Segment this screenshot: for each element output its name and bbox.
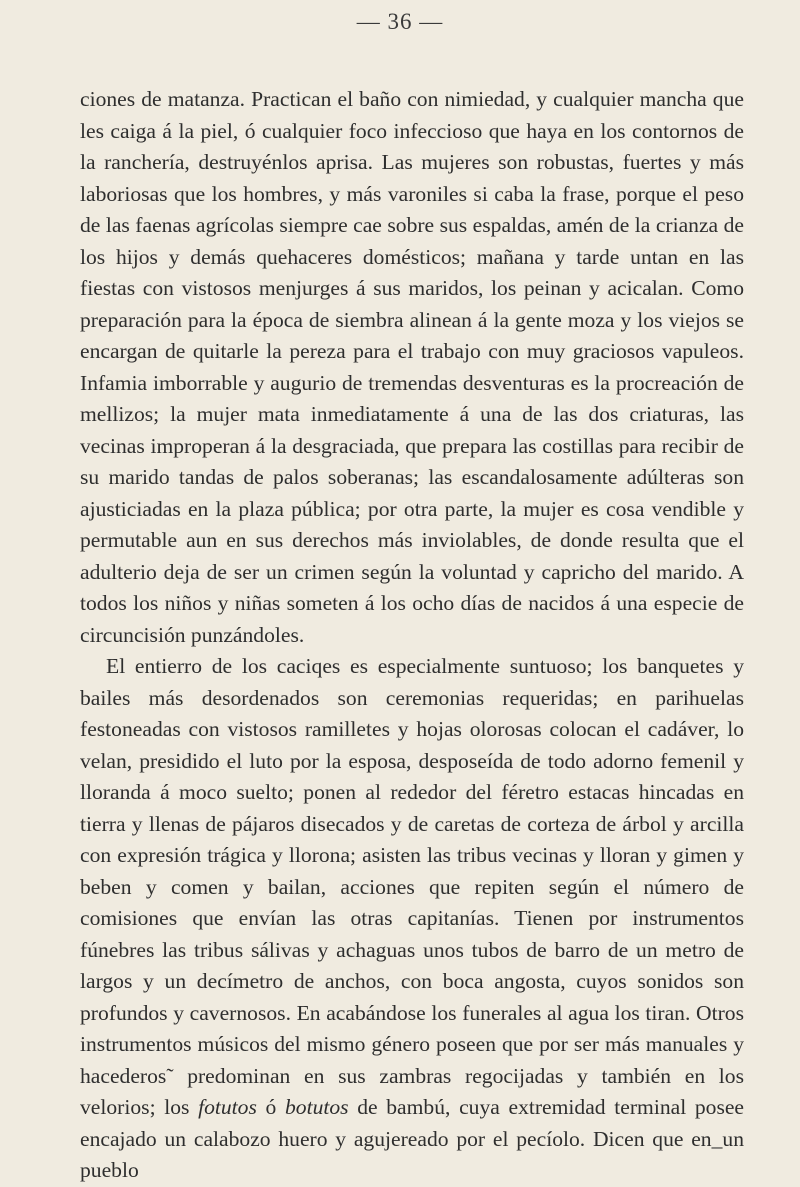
paragraph-2-text-b: ó (265, 1095, 277, 1119)
page-number: — 36 — (356, 9, 444, 34)
body-text (80, 84, 744, 1187)
paragraph-2-text-a: El entierro de los caciqes es especialmente suntuoso; los banquetes y bailes más desordenados son ceremonias requeridas; en parihuelas festoneadas con vistosos ramilletes y hojas olorosas colocan el cadáver, lo velan, presidido el luto por la esposa, desposeída de todo adorno femenil y lloranda á moco suelto; ponen al rededor del féretro estacas hincadas en tierra y llenas de pájaros disecados y de caretas de corteza de árbol y arcilla con expresión trágica y llorona; asisten las tribus vecinas y lloran y gimen y beben y comen y bailan, acciones que repiten según el número de comisiones que envían las otras capitanías. Tienen por instrumentos fúnebres las tribus sálivas y achaguas unos tubos de barro de un metro de largos y un decímetro de anchos, con boca angosta, cuyos sonidos son profundos y cavernosos. En acabándose los funerales al agua los tiran. Otros instrumentos músicos del mismo género poseen que por ser más manuales y hacederos˜ predominan en sus zambras regocijadas y también en los velorios; los (80, 654, 744, 1119)
term-botutos: botutos (284, 1095, 349, 1119)
term-fotutos: fotutos (198, 1095, 257, 1119)
paragraph-1: ciones de matanza. Practican el baño con nimiedad, y cualquier mancha que les caiga á la piel, ó cualquier foco infeccioso que haya en los contornos de la ranchería, destruyénlos aprisa. Las mujeres son robustas, fuertes y más laboriosas que los hombres, y más varoniles si caba la frase, porque el peso de las faenas agrícolas siempre cae sobre sus espaldas, amén de la crianza de los hijos y demás quehaceres domésticos; mañana y tarde untan en las fiestas con vistosos menjurges á sus maridos, los peinan y acicalan. Como preparación para la época de siembra alinean á la gente moza y los viejos se encargan de quitarle la pereza para el trabajo con muy graciosos vapuleos. Infamia imborrable y augurio de tremendas desventuras es la procreación de mellizos; la mujer mata inmediatamente á una de las dos criaturas, las vecinas improperan á la desgraciada, que prepara las costillas para recibir de su marido tandas de palos soberanas; las escandalosamente adúlteras son ajusticiadas en la plaza pública; por otra parte, la mujer es cosa vendible y permutable aun en sus derechos más inviolables, de donde resulta que el adulterio deja de ser un crimen según la voluntad y capricho del marido. A todos los niños y niñas someten á los ocho días de nacidos á una especie de circuncisión punzándoles. (80, 87, 744, 647)
paragraph-2-text-c: de bambú, cuya extremidad terminal posee encajado un calabozo huero y agujereado por el pecíolo. Dicen que en_un pueblo (80, 1095, 745, 1182)
paragraph-2 (80, 651, 744, 1187)
